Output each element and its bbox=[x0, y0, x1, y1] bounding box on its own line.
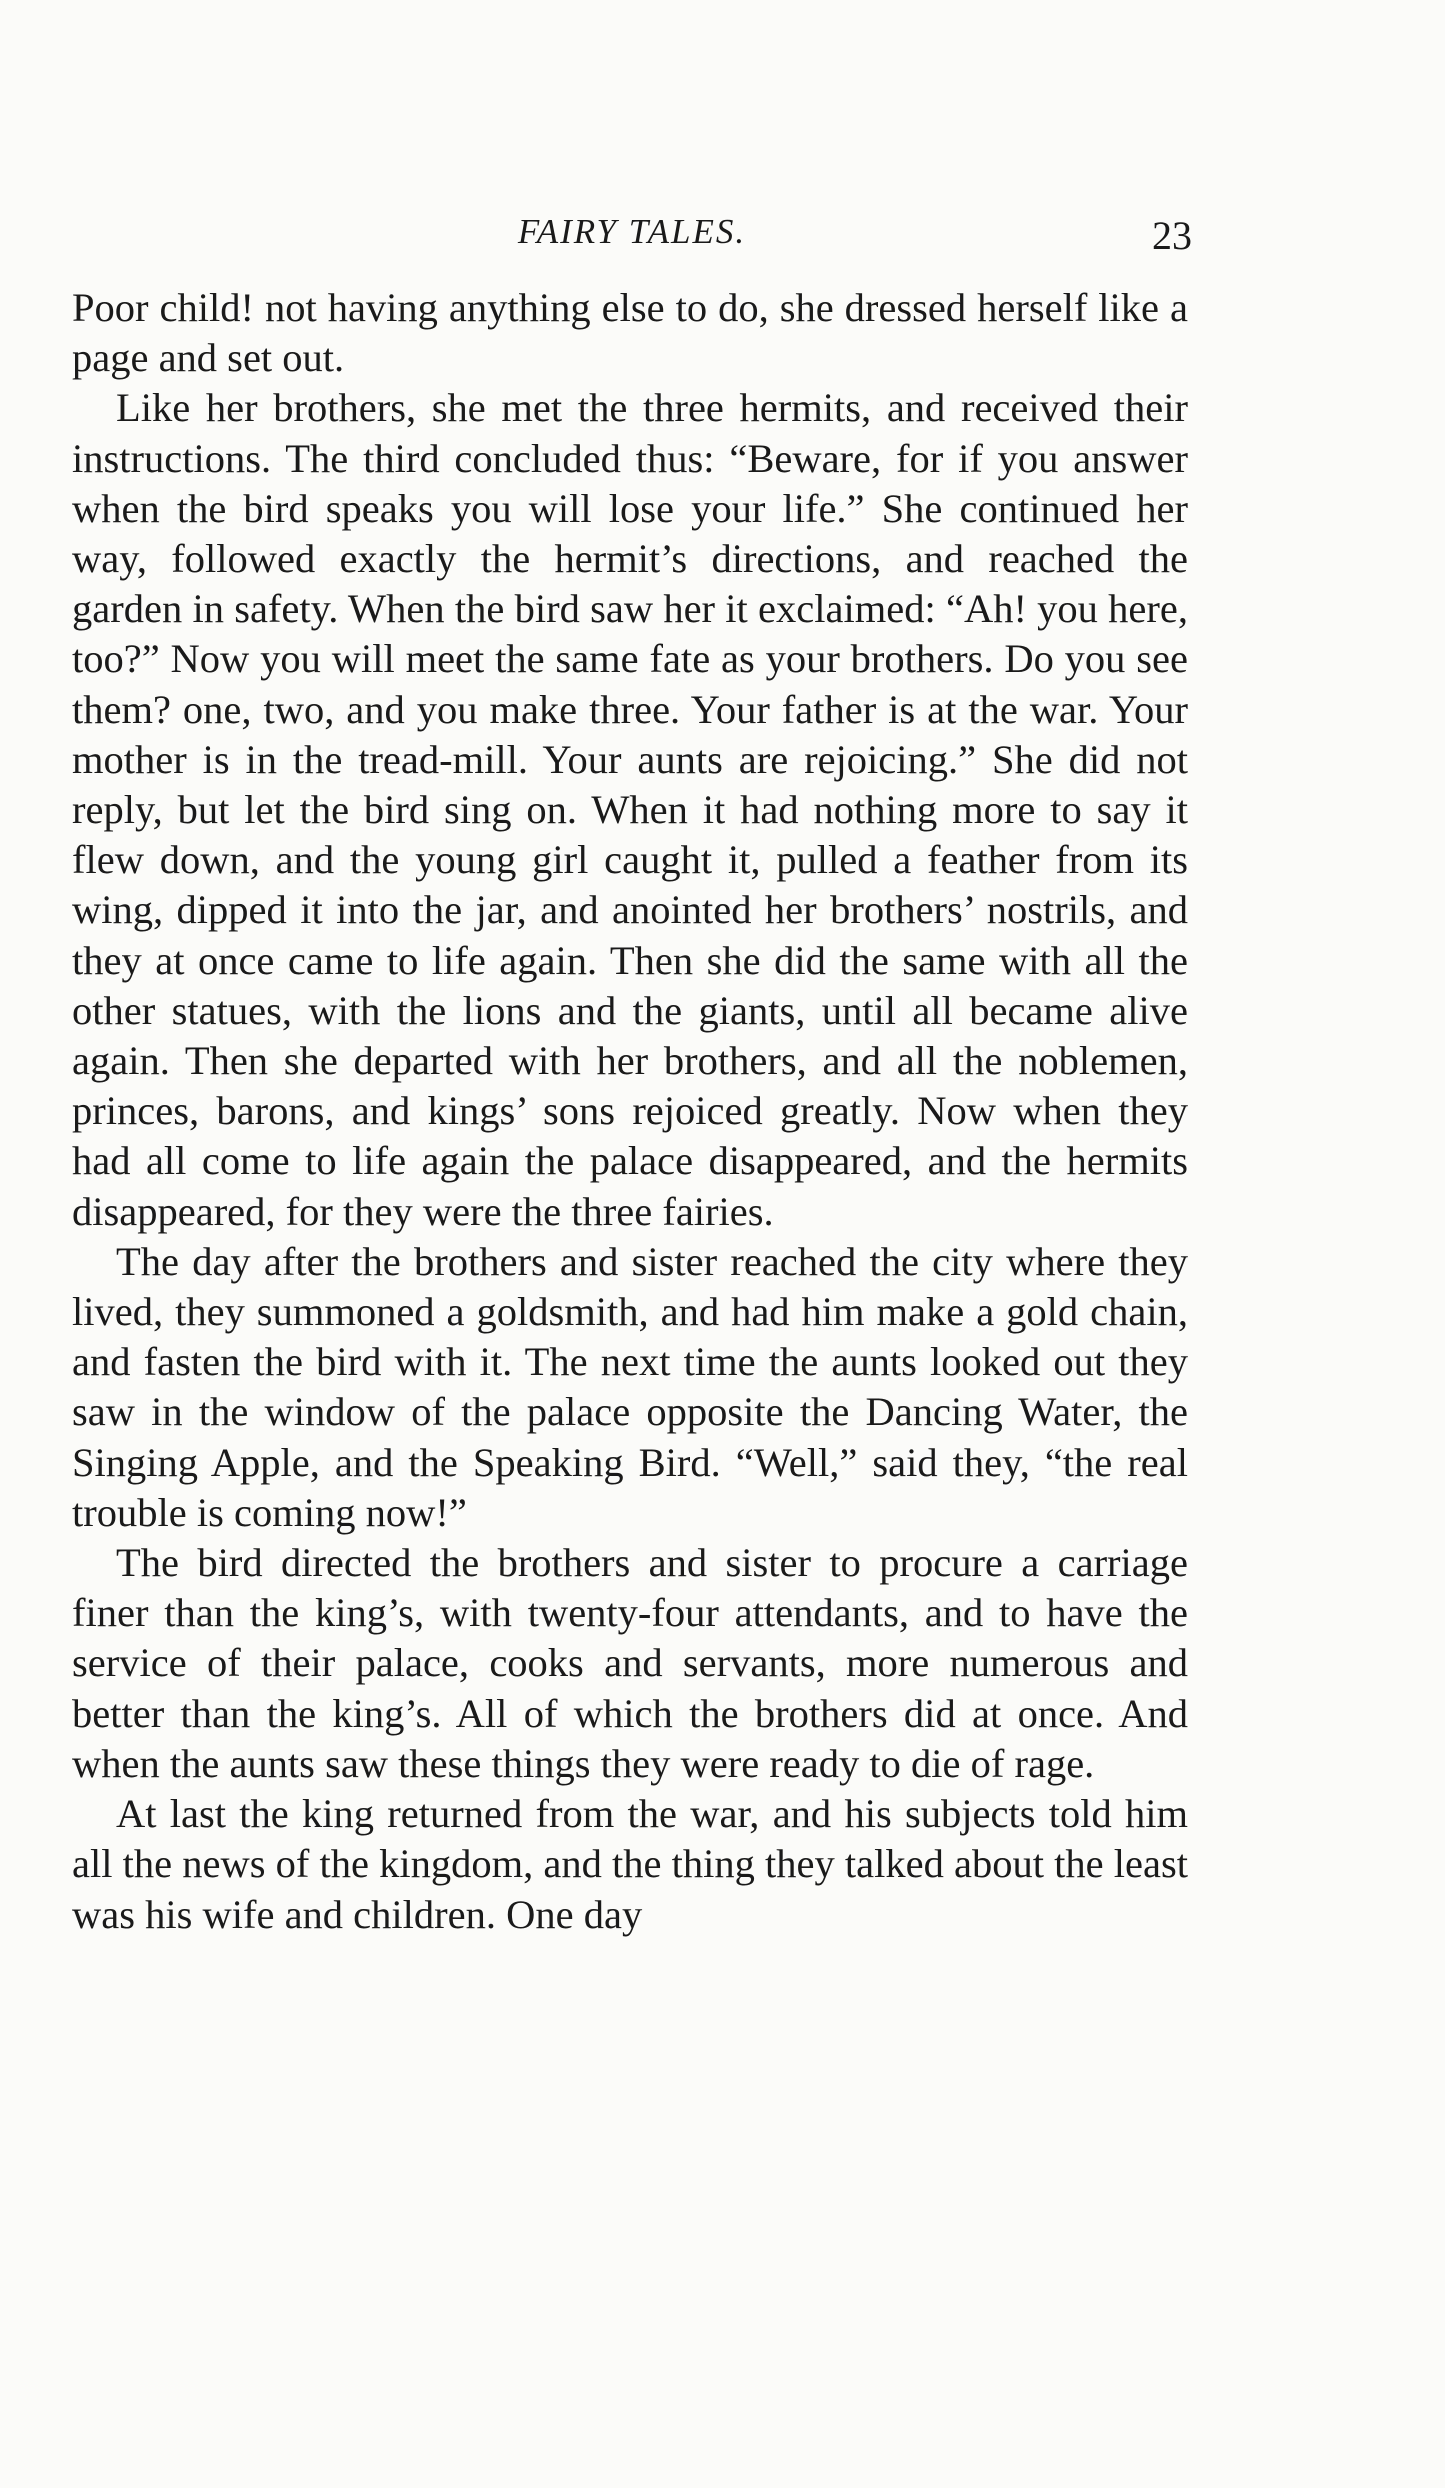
body-text bbox=[72, 283, 1188, 1940]
page-header bbox=[72, 212, 1192, 262]
running-title: FAIRY TALES. bbox=[517, 212, 747, 251]
page-number: 23 bbox=[1152, 213, 1192, 258]
paragraph-5: At last the king returned from the war, and his subjects told him all the news of the kingdom, and the thing they talked about the least was his wife and children. One day bbox=[72, 1791, 1188, 1937]
paragraph-2: Like her brothers, she met the three hermits, and received their instructions. The third concluded thus: “Beware, for if you answer when the bird speaks you will lose your life.” She continued her way, followed exactly the hermit’s directions, and reached the garden in safety. When the bird saw her it exclaimed: “Ah! you here, too?” Now you will meet the same fate as your brothers. Do you see them? one, two, and you make three. Your father is at the war. Your mother is in the tread-mill. Your aunts are rejoicing.” She did not reply, but let the bird sing on. When it had nothing more to say it flew down, and the young girl caught it, pulled a feather from its wing, dipped it into the jar, and anointed her brothers’ nostrils, and they at once came to life again. Then she did the same with all the other statues, with the lions and the giants, until all became alive again. Then she departed with her brothers, and all the noblemen, princes, barons, and kings’ sons rejoiced greatly. Now when they had all come to life again the palace disappeared, and the hermits disappeared, for they were the three fairies. bbox=[72, 385, 1188, 1234]
paragraph-4: The bird directed the brothers and sister to procure a carriage finer than the king’s, with twenty-four attendants, and to have the service of their palace, cooks and servants, more numerous and better than the king’s. All of which the brothers did at once. And when the aunts saw these things they were ready to die of rage. bbox=[72, 1540, 1188, 1786]
paragraph-3: The day after the brothers and sister reached the city where they lived, they summoned a goldsmith, and had him make a gold chain, and fasten the bird with it. The next time the aunts looked out they saw in the window of the palace opposite the Dancing Water, the Singing Apple, and the Speaking Bird. “Well,” said they, “the real trouble is coming now!” bbox=[72, 1238, 1188, 1535]
paragraph-1: Poor child! not having anything else to do, she dressed herself like a page and set out. bbox=[72, 285, 1188, 381]
